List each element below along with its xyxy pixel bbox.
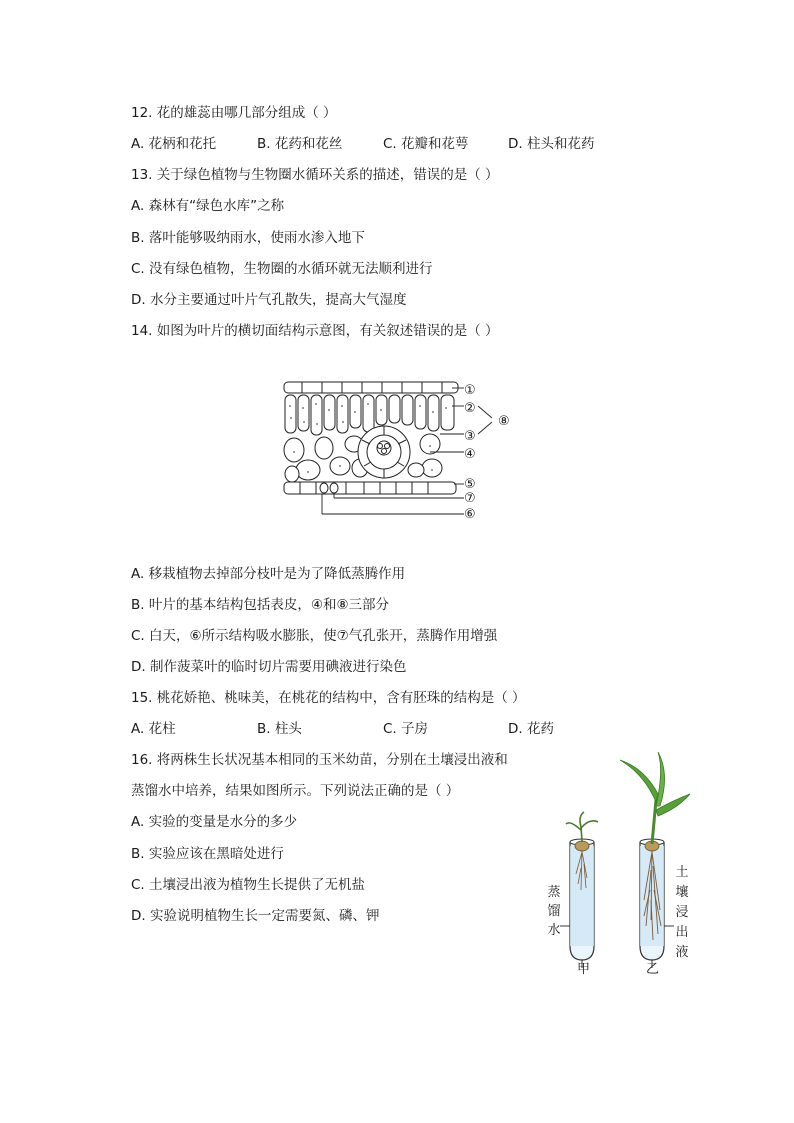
figure-label-8: ⑧ [498,414,510,429]
soil-extract-label-4: 出 [675,925,689,940]
q16-stem-line1: 16. 将两株生长状况基本相同的玉米幼苗，分别在土壤浸出液和 [131,752,508,768]
q14-option-c: C. 白天，⑥所示结构吸水膨胀，使⑦气孔张开，蒸腾作用增强 [131,628,498,644]
q15-option-b: B. 柱头 [257,721,302,737]
q12-option-b: B. 花药和花丝 [257,136,343,152]
distilled-water-label-3: 水 [547,923,561,938]
q16-option-b: B. 实验应该在黑暗处进行 [131,846,284,862]
distilled-water-label-1: 蒸 [547,885,561,900]
q12-stem: 12. 花的雄蕊由哪几部分组成（ ） [131,105,337,121]
soil-extract-label-3: 浸 [675,905,689,920]
q14-option-a: A. 移栽植物去掉部分枝叶是为了降低蒸腾作用 [131,566,406,582]
figure-label-2: ② [464,401,476,416]
q14-option-d: D. 制作菠菜叶的临时切片需要用碘液进行染色 [131,659,407,675]
figure-label-7: ⑦ [464,491,476,506]
q12-option-d: D. 柱头和花药 [508,136,595,152]
seedling-tubes-drawing [540,750,692,982]
q13-option-a: A. 森林有“绿色水库”之称 [131,198,285,214]
seedling-tubes-figure [540,750,692,982]
tube-yi-label: 乙 [646,962,660,977]
soil-extract-label-5: 液 [675,945,689,960]
figure-label-3: ③ [464,429,476,444]
q12-option-c: C. 花瓣和花萼 [383,136,469,152]
q14-stem: 14. 如图为叶片的横切面结构示意图，有关叙述错误的是（ ） [131,323,499,339]
distilled-water-label-2: 馏 [547,904,561,919]
q13-option-c: C. 没有绿色植物，生物圈的水循环就无法顺利进行 [131,261,433,277]
soil-extract-label-2: 壤 [675,885,689,900]
soil-extract-label-1: 土 [675,865,689,880]
q15-stem: 15. 桃花娇艳、桃味美，在桃花的结构中，含有胚珠的结构是（ ） [131,690,526,706]
figure-label-5: ⑤ [464,477,476,492]
q16-option-d: D. 实验说明植物生长一定需要氮、磷、钾 [131,908,380,924]
q15-option-c: C. 子房 [383,721,429,737]
q13-option-d: D. 水分主要通过叶片气孔散失，提高大气湿度 [131,292,407,308]
q13-option-b: B. 落叶能够吸纳雨水，使雨水渗入地下 [131,230,365,246]
figure-label-1: ① [464,383,476,398]
figure-label-4: ④ [464,447,476,462]
q15-option-d: D. 花药 [508,721,554,737]
q16-stem-line2: 蒸馏水中培养，结果如图所示。下列说法正确的是（ ） [131,783,460,799]
tube-jia-label: 甲 [577,962,591,977]
q13-stem: 13. 关于绿色植物与生物圈水循环关系的描述，错误的是（ ） [131,167,499,183]
q16-option-c: C. 土壤浸出液为植物生长提供了无机盐 [131,877,366,893]
figure-label-6: ⑥ [464,507,476,522]
q15-option-a: A. 花柱 [131,721,176,737]
q12-option-a: A. 花柄和花托 [131,136,217,152]
leaf-cross-section-drawing [280,378,520,528]
leaf-cross-section-figure [280,378,520,528]
q14-option-b: B. 叶片的基本结构包括表皮，④和⑧三部分 [131,597,390,613]
q16-option-a: A. 实验的变量是水分的多少 [131,814,298,830]
